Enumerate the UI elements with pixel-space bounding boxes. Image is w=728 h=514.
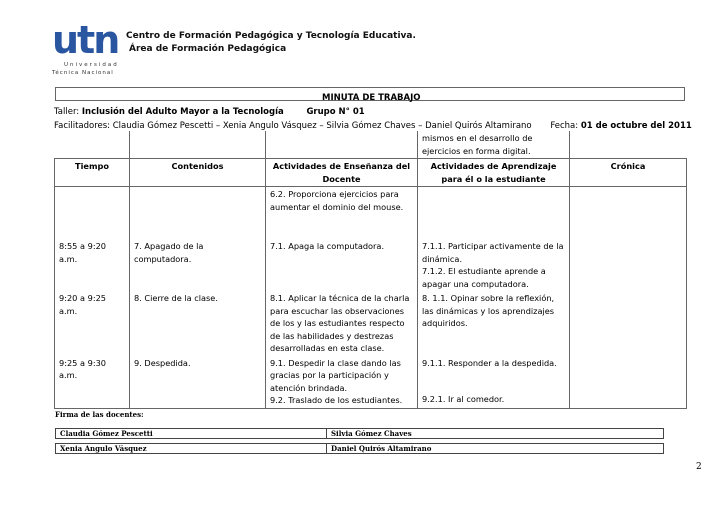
institution-heading: [126, 30, 416, 56]
row2-aprendizaje: 8. 1.1. Opinar sobre la reflexión, las dinámicas y los aprendizajes adquiridos.: [418, 291, 570, 356]
carry-over-row: [55, 131, 687, 159]
minuta-table: [54, 131, 687, 409]
facilitadores-label: Facilitadores:: [54, 121, 111, 131]
page-number: 2: [696, 462, 702, 472]
row3-ensenanza-1: 9.1. Despedir la clase dando las gracias por la participación y atención brindada.: [270, 357, 401, 393]
row3-ensenanza-2: 9.2. Traslado de los estudiantes.: [270, 395, 403, 405]
row3-ensenanza: [266, 356, 418, 409]
table-row: [55, 239, 687, 291]
fecha-label: Fecha:: [550, 121, 579, 131]
signature-daniel: Daniel Quirós Altamirano: [327, 444, 664, 454]
row1-contenido: 7. Apagado de la computadora.: [130, 239, 266, 291]
header-cronica: Crónica: [570, 159, 687, 187]
row-prev-ensenanza: 6.2. Proporciona ejercicios para aumentar el dominio del mouse.: [266, 187, 418, 240]
signature-row: [56, 444, 664, 454]
table-row: [55, 356, 687, 409]
logo-wordmark: utn: [52, 18, 119, 62]
row1-aprendizaje-2: 7.1.2. El estudiante aprende a apagar una computadora.: [422, 266, 546, 289]
header-aprendizaje: Actividades de Aprendizaje para él o la estudiante: [418, 159, 570, 187]
table-row: [55, 187, 687, 240]
row3-aprendizaje-1: 9.1.1. Responder a la despedida.: [422, 357, 557, 368]
grupo-value: Grupo N° 01: [306, 107, 365, 117]
institution-line2: Área de Formación Pedagógica: [129, 44, 287, 54]
table-header-row: [55, 159, 687, 187]
table-row: [55, 291, 687, 356]
row3-tiempo: 9:25 a 9:30 a.m.: [55, 356, 130, 409]
taller-value: Inclusión del Adulto Mayor a la Tecnología: [81, 107, 284, 117]
row3-aprendizaje: [418, 356, 570, 409]
carry-over-cell: mismos en el desarrollo de ejercicios en forma digital.: [418, 131, 570, 159]
row2-tiempo: 9:20 a 9:25 a.m.: [55, 291, 130, 356]
signature-xenia: Xenia Angulo Vásquez: [56, 444, 327, 454]
row2-ensenanza: 8.1. Aplicar la técnica de la charla para escuchar las observaciones de los y las estudiantes respecto de las habilidades y destrezas desarrolladas en esta clase.: [266, 291, 418, 356]
utn-logo: [52, 20, 122, 78]
signature-claudia: Claudia Gómez Pescetti: [56, 429, 327, 439]
document-title-box: [55, 87, 685, 101]
facilitadores-line: [54, 121, 692, 131]
institution-line1: Centro de Formación Pedagógica y Tecnología Educativa.: [126, 31, 416, 41]
logo-line2: Técnica Nacional: [52, 70, 114, 76]
row3-aprendizaje-2: 9.2.1. Ir al comedor.: [422, 394, 505, 404]
taller-label: Taller:: [54, 107, 80, 117]
firma-label: Firma de las docentes:: [55, 410, 144, 419]
row1-ensenanza: 7.1. Apaga la computadora.: [266, 239, 418, 291]
row1-aprendizaje-1: 7.1.1. Participar activamente de la dinámica.: [422, 241, 564, 264]
row3-contenido: 9. Despedida.: [130, 356, 266, 409]
facilitadores-value: Claudia Gómez Pescetti – Xenia Angulo Vásquez – Silvia Gómez Chaves – Daniel Quirós Altamirano: [112, 121, 532, 131]
taller-line: [54, 107, 365, 117]
fecha-value: 01 de octubre del 2011: [580, 121, 692, 131]
document-title: MINUTA DE TRABAJO: [322, 93, 421, 103]
header-tiempo: Tiempo: [55, 159, 130, 187]
row1-aprendizaje: [418, 239, 570, 291]
header-ensenanza: Actividades de Enseñanza del Docente: [266, 159, 418, 187]
row2-contenido: 8. Cierre de la clase.: [130, 291, 266, 356]
signature-row: [56, 429, 664, 439]
row1-tiempo: 8:55 a 9:20 a.m.: [55, 239, 130, 291]
header-contenidos: Contenidos: [130, 159, 266, 187]
signature-table: [55, 428, 664, 454]
logo-line1: Universidad: [64, 62, 119, 68]
signature-silvia: Silvia Gómez Chaves: [327, 429, 664, 439]
